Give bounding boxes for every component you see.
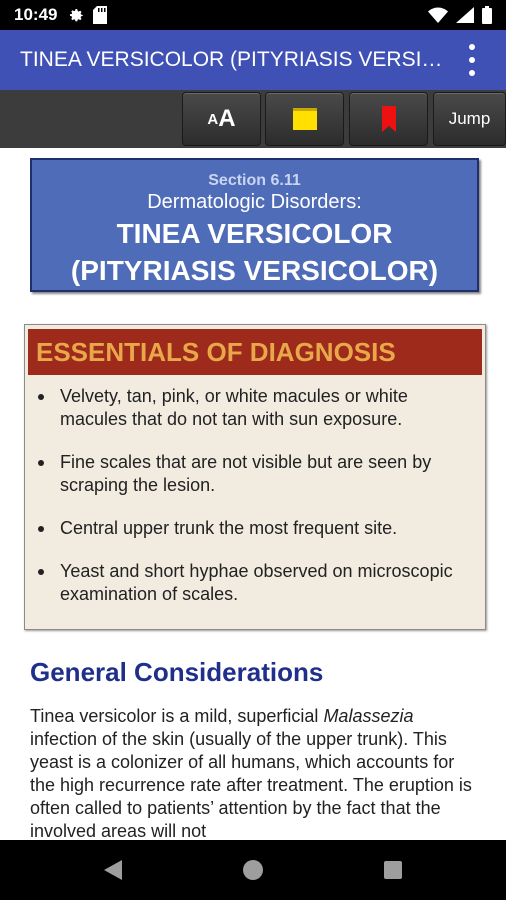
app-title: TINEA VERSICOLOR (PITYRIASIS VERSI… [20, 48, 443, 71]
essentials-box [24, 324, 486, 630]
gear-icon [67, 6, 85, 24]
jump-button[interactable]: Jump [433, 92, 506, 146]
status-time: 10:49 [14, 5, 58, 24]
home-icon[interactable] [243, 860, 263, 880]
essentials-heading: ESSENTIALS OF DIAGNOSIS [28, 329, 482, 375]
font-size-big-a: A [218, 105, 236, 132]
status-bar [0, 0, 506, 30]
font-size-button[interactable] [182, 92, 261, 146]
note-icon [293, 108, 317, 130]
list-item: Fine scales that are not visible but are seen by scraping the lesion. [35, 451, 479, 497]
essentials-list [35, 385, 479, 626]
general-considerations-body [30, 705, 482, 840]
body-italic-term: Malassezia [323, 706, 414, 726]
signal-icon [456, 7, 474, 23]
recents-icon[interactable] [384, 861, 402, 879]
note-button[interactable] [265, 92, 344, 146]
content-scroll-area[interactable] [0, 148, 506, 840]
section-title-line1: TINEA VERSICOLOR [116, 218, 393, 249]
list-item: Velvety, tan, pink, or white macules or white macules that do not tan with sun exposure. [35, 385, 479, 431]
back-icon[interactable] [104, 860, 122, 880]
overflow-menu-icon[interactable] [466, 44, 478, 76]
font-size-small-a: A [207, 110, 219, 128]
wifi-icon [428, 7, 448, 23]
general-considerations-heading: General Considerations [30, 657, 324, 687]
app-bar [0, 30, 506, 90]
sd-card-icon [93, 6, 107, 24]
body-text: Tinea versicolor is a mild, superficial [30, 706, 324, 726]
list-item: Yeast and short hyphae observed on microscopic examination of scales. [35, 560, 479, 606]
list-item: Central upper trunk the most frequent site. [35, 517, 479, 540]
section-header-box [30, 158, 479, 292]
section-title-line2: (PITYRIASIS VERSICOLOR) [70, 255, 439, 286]
section-number: Section 6.11 [208, 172, 301, 189]
toolbar [0, 90, 506, 148]
bookmark-icon [382, 106, 396, 132]
battery-icon [482, 6, 492, 24]
section-category: Dermatologic Disorders: [147, 191, 362, 213]
nav-bar [0, 840, 506, 900]
body-text: infection of the skin (usually of the upper trunk). This yeast is a colonizer of all humans, which accounts for the high recurrence rate after treatment. The eruption is often called to patients’ attention by the fact that the involved areas will not [30, 729, 472, 840]
bookmark-button[interactable] [349, 92, 428, 146]
